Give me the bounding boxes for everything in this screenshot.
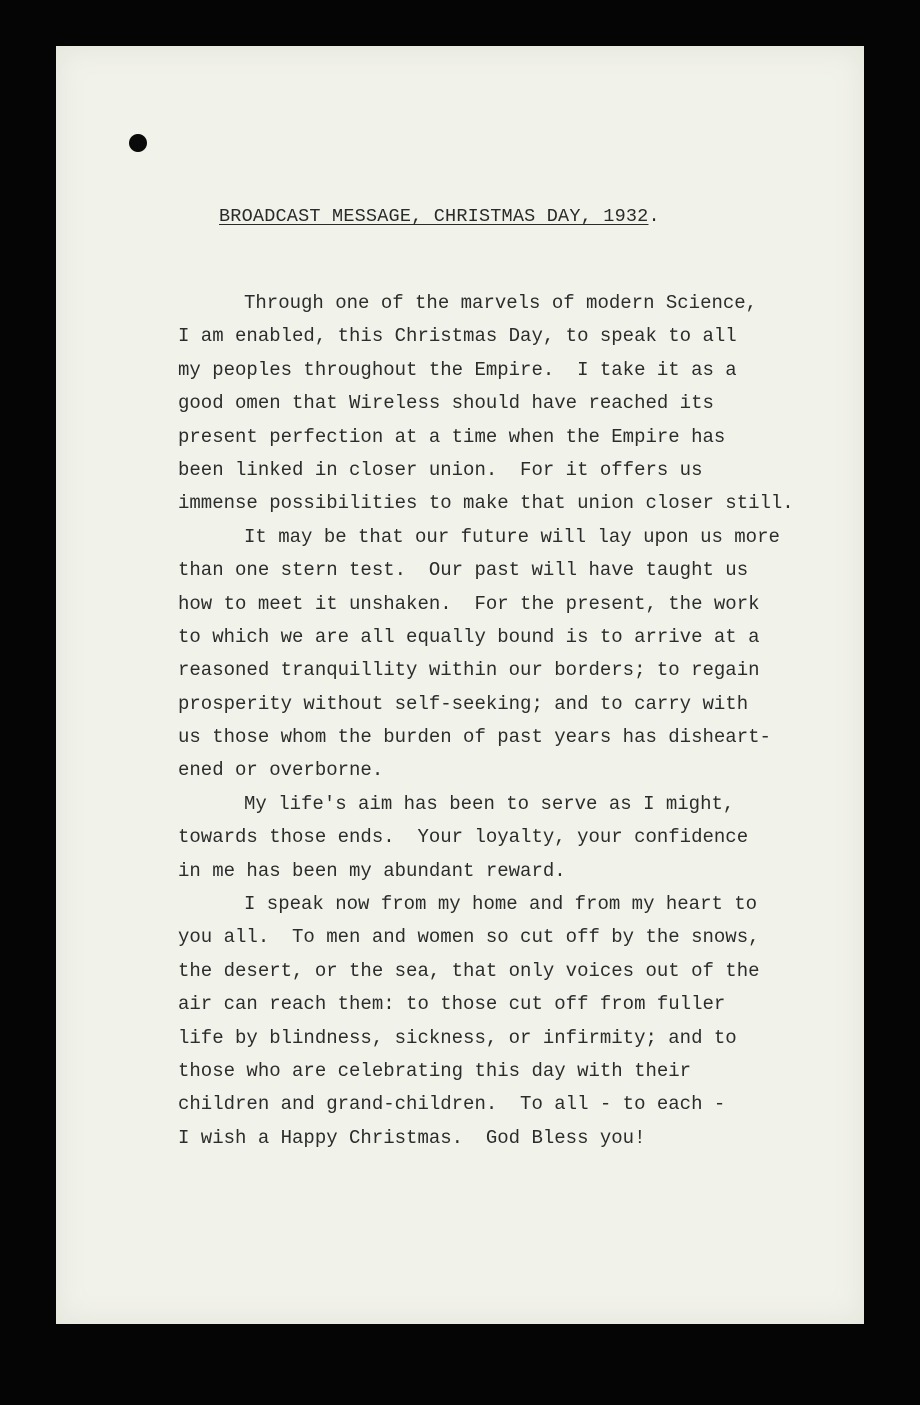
text-line: Through one of the marvels of modern Science, [244, 292, 758, 314]
document-page [56, 46, 864, 1324]
text-line: good omen that Wireless should have reached its [178, 392, 714, 415]
text-line: towards those ends. Your loyalty, your confidence [178, 826, 749, 849]
text-line: I am enabled, this Christmas Day, to speak to all [178, 325, 737, 348]
text-line: present perfection at a time when the Empire has [178, 425, 726, 448]
text-line: the desert, or the sea, that only voices out of the [178, 959, 760, 982]
text-line: immense possibilities to make that union closer still. [178, 492, 794, 515]
text-line: It may be that our future will lay upon us more [244, 525, 780, 548]
text-line: those who are celebrating this day with their [178, 1059, 692, 1082]
text-line: life by blindness, sickness, or infirmity; and to [178, 1026, 737, 1049]
text-line: ened or overborne. [178, 759, 384, 782]
punch-hole [129, 134, 147, 152]
text-line: children and grand-children. To all - to each - [178, 1093, 726, 1116]
document-title-period: . [648, 206, 660, 227]
text-line: you all. To men and women so cut off by the snows, [178, 926, 760, 949]
text-line: my peoples throughout the Empire. I take it as a [178, 358, 737, 381]
text-line: reasoned tranquillity within our borders; to regain [178, 659, 760, 682]
message-body [178, 287, 868, 1155]
text-line: how to meet it unshaken. For the present, the work [178, 592, 760, 615]
text-line: air can reach them: to those cut off from fuller [178, 993, 726, 1016]
document-title [219, 206, 660, 227]
text-line: than one stern test. Our past will have taught us [178, 559, 749, 582]
text-line: us those whom the burden of past years has disheart- [178, 726, 771, 749]
text-line: My life's aim has been to serve as I might, [244, 792, 735, 815]
document-title-text: BROADCAST MESSAGE, CHRISTMAS DAY, 1932 [219, 206, 649, 227]
text-line: to which we are all equally bound is to arrive at a [178, 625, 760, 648]
text-line: been linked in closer union. For it offers us [178, 458, 703, 481]
text-line: prosperity without self-seeking; and to carry with [178, 692, 749, 715]
text-line: in me has been my abundant reward. [178, 859, 566, 882]
text-line: I wish a Happy Christmas. God Bless you! [178, 1126, 646, 1149]
text-line: I speak now from my home and from my heart to [244, 893, 758, 916]
